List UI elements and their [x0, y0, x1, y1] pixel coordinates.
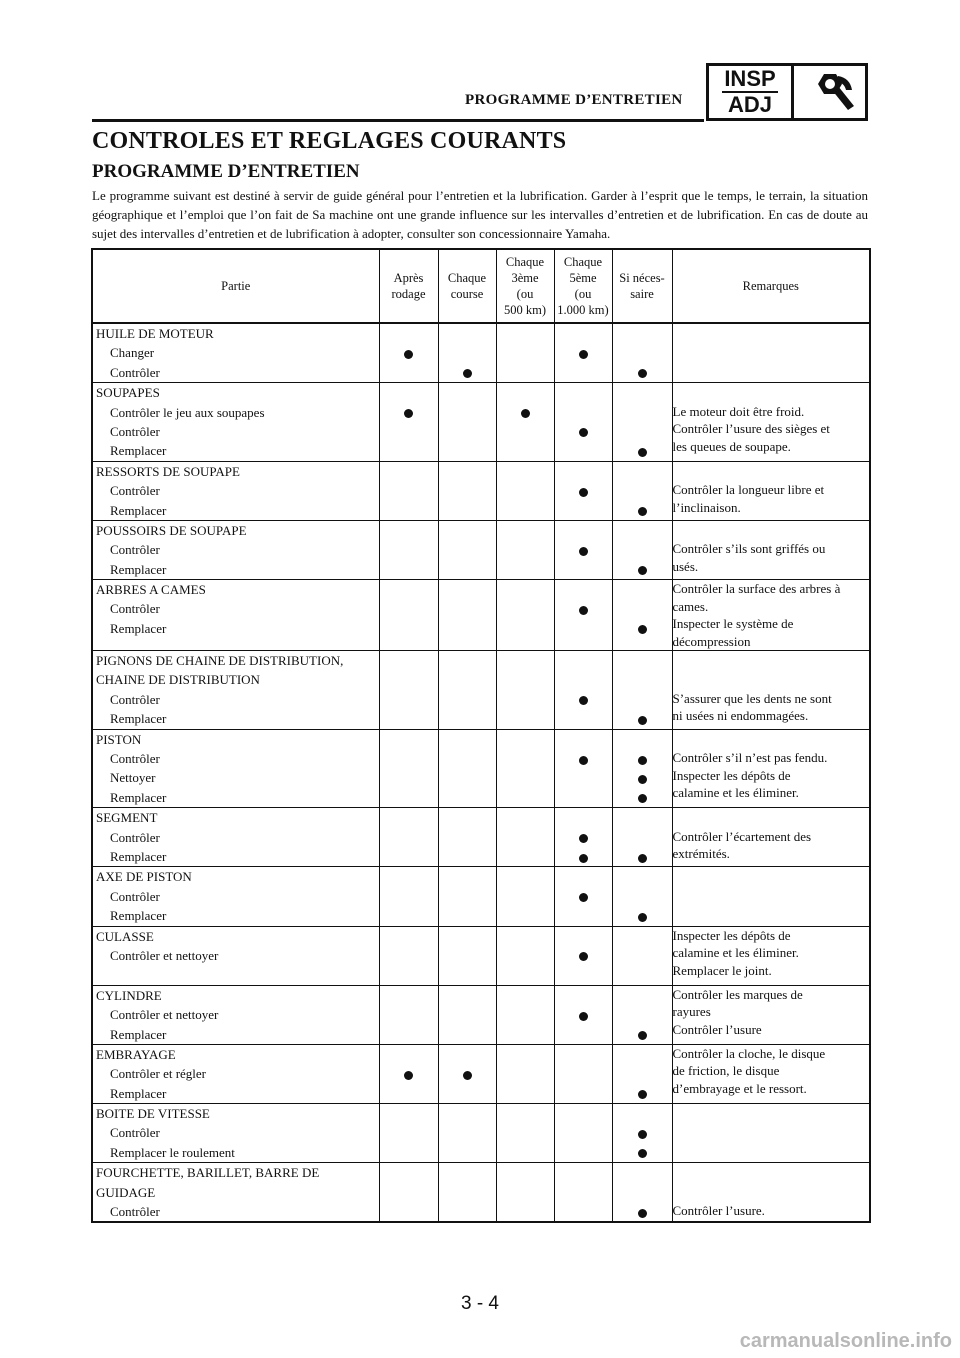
interval-cell-apres-rodage	[379, 1104, 438, 1163]
remark-line: extrémités.	[672, 846, 730, 862]
remark-line: Contrôler la surface des arbres à	[672, 581, 841, 597]
interval-cell-chaque-3eme	[496, 985, 554, 1044]
interval-cell-apres-rodage	[379, 323, 438, 383]
task-label: Changer	[110, 345, 155, 361]
remark-line: les queues de soupape.	[672, 438, 791, 454]
interval-cell-chaque-3eme	[496, 808, 554, 867]
interval-cell-apres-rodage	[379, 729, 438, 808]
remark-line: Contrôler la cloche, le disque	[672, 1045, 826, 1061]
part-cell	[92, 1044, 379, 1103]
interval-cell-chaque-course	[438, 1044, 496, 1103]
interval-cell-chaque-3eme	[496, 461, 554, 520]
part-title: GUIDAGE	[96, 1184, 156, 1200]
interval-dot	[638, 369, 647, 378]
task-label: Remplacer	[110, 789, 167, 805]
remark-line: Contrôler la longueur libre et	[672, 482, 825, 498]
table-row	[92, 520, 870, 579]
maintenance-schedule-table	[91, 248, 871, 1223]
section-heading: CONTROLES ET REGLAGES COURANTS	[92, 128, 567, 154]
interval-dot	[404, 409, 413, 418]
interval-dot	[579, 893, 588, 902]
task-label: Contrôler	[110, 601, 160, 617]
part-title: EMBRAYAGE	[96, 1046, 176, 1062]
interval-cell-si-necessaire	[612, 520, 672, 579]
table-row	[92, 1104, 870, 1163]
task-label: Contrôler	[110, 542, 160, 558]
remark-line: Contrôler l’usure.	[672, 1203, 765, 1219]
interval-cell-apres-rodage	[379, 867, 438, 926]
part-cell	[92, 729, 379, 808]
part-cell	[92, 580, 379, 651]
interval-dot	[638, 794, 647, 803]
interval-cell-si-necessaire	[612, 729, 672, 808]
interval-cell-chaque-5eme	[554, 867, 612, 926]
remark-line: décompression	[672, 633, 751, 649]
part-cell	[92, 1104, 379, 1163]
task-label: Remplacer	[110, 620, 167, 636]
task-label: Remplacer	[110, 502, 167, 518]
part-cell	[92, 926, 379, 985]
interval-cell-chaque-5eme	[554, 580, 612, 651]
part-title: BOITE DE VITESSE	[96, 1106, 210, 1122]
interval-cell-chaque-3eme	[496, 926, 554, 985]
interval-cell-chaque-5eme	[554, 926, 612, 985]
part-title: CYLINDRE	[96, 987, 162, 1003]
remark-line: Contrôler s’ils sont griffés ou	[672, 541, 826, 557]
task-label: Remplacer	[110, 1026, 167, 1042]
task-label: Contrôler et nettoyer	[110, 1007, 219, 1023]
interval-cell-chaque-3eme	[496, 580, 554, 651]
remarks-cell	[672, 383, 870, 462]
remark-line: Contrôler l’usure des sièges et	[672, 421, 830, 437]
part-title: CULASSE	[96, 928, 154, 944]
interval-cell-chaque-5eme	[554, 461, 612, 520]
interval-dot	[579, 1012, 588, 1021]
interval-cell-si-necessaire	[612, 580, 672, 651]
interval-cell-chaque-5eme	[554, 1163, 612, 1223]
part-title: ARBRES A CAMES	[96, 582, 206, 598]
remark-line: d’embrayage et le ressort.	[672, 1080, 807, 1096]
part-title: AXE DE PISTON	[96, 869, 192, 885]
interval-cell-chaque-course	[438, 1163, 496, 1223]
interval-cell-apres-rodage	[379, 651, 438, 730]
interval-dot	[638, 1130, 647, 1139]
task-label: Contrôler	[110, 423, 160, 439]
section-subheading: PROGRAMME D’ENTRETIEN	[92, 161, 360, 182]
interval-dot	[638, 566, 647, 575]
interval-dot	[638, 756, 647, 765]
interval-dot	[638, 1209, 647, 1218]
interval-cell-chaque-3eme	[496, 729, 554, 808]
interval-cell-chaque-course	[438, 323, 496, 383]
remarks-cell	[672, 520, 870, 579]
task-label: Remplacer	[110, 561, 167, 577]
interval-cell-chaque-5eme	[554, 985, 612, 1044]
header-rule	[92, 119, 704, 122]
interval-dot	[638, 625, 647, 634]
remark-line: ni usées ni endommagées.	[672, 708, 809, 724]
interval-cell-chaque-3eme	[496, 323, 554, 383]
wrench-icon	[794, 66, 865, 118]
table-row	[92, 1163, 870, 1223]
interval-dot	[579, 488, 588, 497]
remark-line: Contrôler l’usure	[672, 1021, 762, 1037]
interval-cell-apres-rodage	[379, 461, 438, 520]
interval-dot	[638, 1090, 647, 1099]
interval-cell-chaque-3eme	[496, 520, 554, 579]
remark-line: l’inclinaison.	[672, 499, 741, 515]
insp-adj-badge	[706, 63, 868, 121]
table-row	[92, 729, 870, 808]
task-label: Contrôler	[110, 1125, 160, 1141]
interval-cell-si-necessaire	[612, 1104, 672, 1163]
task-label: Remplacer	[110, 1085, 167, 1101]
interval-dot	[638, 1031, 647, 1040]
interval-cell-chaque-course	[438, 867, 496, 926]
interval-cell-chaque-5eme	[554, 520, 612, 579]
page-number: 3 - 4	[460, 1293, 500, 1314]
remarks-cell	[672, 651, 870, 730]
interval-dot	[579, 428, 588, 437]
interval-cell-si-necessaire	[612, 461, 672, 520]
col-header-chaque-5eme: Chaque 5ème (ou 1.000 km)	[554, 249, 612, 323]
part-cell	[92, 520, 379, 579]
remarks-cell	[672, 926, 870, 985]
interval-dot	[404, 1071, 413, 1080]
task-label: Contrôler	[110, 751, 160, 767]
interval-dot	[579, 834, 588, 843]
interval-cell-si-necessaire	[612, 383, 672, 462]
interval-cell-apres-rodage	[379, 808, 438, 867]
part-title: CHAINE DE DISTRIBUTION	[96, 672, 260, 688]
part-title: PIGNONS DE CHAINE DE DISTRIBUTION,	[96, 653, 344, 669]
table-header-row	[92, 249, 870, 323]
interval-cell-chaque-course	[438, 729, 496, 808]
interval-cell-chaque-3eme	[496, 383, 554, 462]
interval-cell-si-necessaire	[612, 867, 672, 926]
remarks-cell	[672, 323, 870, 383]
interval-dot	[521, 409, 530, 418]
interval-cell-chaque-3eme	[496, 651, 554, 730]
interval-cell-si-necessaire	[612, 323, 672, 383]
remark-line: calamine et les éliminer.	[672, 945, 799, 961]
interval-cell-chaque-course	[438, 926, 496, 985]
interval-dot	[579, 952, 588, 961]
remark-line: de friction, le disque	[672, 1063, 780, 1079]
remarks-cell	[672, 867, 870, 926]
part-title: FOURCHETTE, BARILLET, BARRE DE	[96, 1165, 320, 1181]
part-cell	[92, 808, 379, 867]
remark-line: Inspecter les dépôts de	[672, 767, 791, 783]
part-cell	[92, 461, 379, 520]
task-label: Contrôler et nettoyer	[110, 947, 219, 963]
badge-top-label: INSP	[724, 66, 776, 91]
interval-cell-chaque-course	[438, 1104, 496, 1163]
interval-dot	[638, 913, 647, 922]
interval-dot	[579, 547, 588, 556]
col-header-apres-rodage: Après rodage	[379, 249, 438, 323]
task-label: Contrôler	[110, 888, 160, 904]
part-title: SEGMENT	[96, 810, 158, 826]
interval-cell-chaque-course	[438, 580, 496, 651]
table-row	[92, 461, 870, 520]
task-label: Contrôler	[110, 1204, 160, 1220]
interval-cell-chaque-course	[438, 985, 496, 1044]
task-label: Contrôler et régler	[110, 1066, 207, 1082]
interval-cell-chaque-course	[438, 808, 496, 867]
badge-bottom-label: ADJ	[727, 92, 772, 117]
interval-cell-chaque-3eme	[496, 867, 554, 926]
remark-line: Contrôler les marques de	[672, 986, 803, 1002]
interval-cell-si-necessaire	[612, 808, 672, 867]
task-label: Nettoyer	[110, 770, 156, 786]
table-row	[92, 651, 870, 730]
table-row	[92, 323, 870, 383]
interval-dot	[579, 756, 588, 765]
table-row	[92, 808, 870, 867]
task-label: Remplacer	[110, 908, 167, 924]
table-row	[92, 926, 870, 985]
interval-dot	[638, 854, 647, 863]
task-label: Contrôler	[110, 829, 160, 845]
part-cell	[92, 651, 379, 730]
interval-cell-chaque-5eme	[554, 323, 612, 383]
table-row	[92, 867, 870, 926]
remark-line: Inspecter les dépôts de	[672, 927, 791, 943]
remarks-cell	[672, 1163, 870, 1223]
interval-dot	[463, 1071, 472, 1080]
task-label: Remplacer	[110, 711, 167, 727]
remark-line: Inspecter le système de	[672, 616, 794, 632]
interval-cell-chaque-course	[438, 651, 496, 730]
interval-dot	[638, 507, 647, 516]
watermark: carmanualsonline.info	[739, 1330, 952, 1352]
interval-cell-apres-rodage	[379, 383, 438, 462]
interval-cell-si-necessaire	[612, 985, 672, 1044]
interval-cell-chaque-5eme	[554, 1104, 612, 1163]
remarks-cell	[672, 461, 870, 520]
interval-cell-chaque-5eme	[554, 808, 612, 867]
badge-text	[709, 66, 794, 118]
interval-dot	[579, 606, 588, 615]
remarks-cell	[672, 1044, 870, 1103]
interval-cell-chaque-course	[438, 461, 496, 520]
interval-cell-chaque-5eme	[554, 729, 612, 808]
interval-cell-apres-rodage	[379, 1163, 438, 1223]
remark-line: rayures	[672, 1004, 711, 1020]
col-header-si-necessaire: Si néces- saire	[612, 249, 672, 323]
interval-cell-chaque-5eme	[554, 1044, 612, 1103]
part-title: SOUPAPES	[96, 385, 160, 401]
interval-cell-chaque-course	[438, 383, 496, 462]
part-cell	[92, 867, 379, 926]
interval-cell-apres-rodage	[379, 580, 438, 651]
remarks-cell	[672, 729, 870, 808]
task-label: Contrôler	[110, 364, 160, 380]
interval-cell-apres-rodage	[379, 926, 438, 985]
table-row	[92, 580, 870, 651]
interval-dot	[579, 696, 588, 705]
interval-cell-chaque-3eme	[496, 1104, 554, 1163]
interval-dot	[579, 350, 588, 359]
table-row	[92, 985, 870, 1044]
col-header-remarques: Remarques	[672, 249, 870, 323]
interval-dot	[638, 448, 647, 457]
task-label: Remplacer	[110, 443, 167, 459]
task-label: Contrôler	[110, 483, 160, 499]
interval-dot	[638, 1149, 647, 1158]
interval-cell-chaque-5eme	[554, 383, 612, 462]
task-label: Remplacer	[110, 848, 167, 864]
remarks-cell	[672, 808, 870, 867]
remark-line: calamine et les éliminer.	[672, 785, 799, 801]
interval-cell-si-necessaire	[612, 926, 672, 985]
intro-paragraph: Le programme suivant est destiné à servir de guide général pour l’entretien et la lubrification. Garder à l’esprit que le temps, le terrain, la situation géographique et l’emploi que l’on fait de Sa machine ont une grande influence sur les intervalles d’entretien et de lubrification. En cas de doute au sujet des intervalles d’entretien et de lubrification à adopter, consulter son concessionnaire Yamaha.	[92, 188, 868, 241]
part-cell	[92, 985, 379, 1044]
col-header-chaque-3eme: Chaque 3ème (ou 500 km)	[496, 249, 554, 323]
task-label: Contrôler	[110, 691, 160, 707]
remark-line: cames.	[672, 598, 709, 614]
col-header-partie: Partie	[92, 249, 379, 323]
interval-cell-si-necessaire	[612, 651, 672, 730]
task-label: Contrôler le jeu aux soupapes	[110, 404, 265, 420]
remark-line: Contrôler l’écartement des	[672, 828, 812, 844]
part-title: PISTON	[96, 731, 142, 747]
interval-cell-si-necessaire	[612, 1044, 672, 1103]
interval-dot	[404, 350, 413, 359]
interval-cell-apres-rodage	[379, 985, 438, 1044]
col-header-chaque-course: Chaque course	[438, 249, 496, 323]
interval-dot	[638, 775, 647, 784]
remarks-cell	[672, 580, 870, 651]
interval-cell-chaque-5eme	[554, 651, 612, 730]
interval-cell-chaque-3eme	[496, 1044, 554, 1103]
interval-cell-chaque-3eme	[496, 1163, 554, 1223]
interval-dot	[463, 369, 472, 378]
interval-cell-apres-rodage	[379, 1044, 438, 1103]
remarks-cell	[672, 985, 870, 1044]
part-title: RESSORTS DE SOUPAPE	[96, 463, 240, 479]
interval-cell-chaque-course	[438, 520, 496, 579]
remarks-cell	[672, 1104, 870, 1163]
task-label: Remplacer le roulement	[110, 1144, 235, 1160]
part-title: HUILE DE MOTEUR	[96, 326, 214, 341]
interval-dot	[638, 716, 647, 725]
interval-cell-si-necessaire	[612, 1163, 672, 1223]
interval-dot	[579, 854, 588, 863]
part-cell	[92, 1163, 379, 1223]
table-row	[92, 383, 870, 462]
remark-line: Remplacer le joint.	[672, 962, 772, 978]
table-row	[92, 1044, 870, 1103]
remark-line: usés.	[672, 558, 699, 574]
remark-line: Le moteur doit être froid.	[672, 403, 805, 419]
running-header: PROGRAMME D’ENTRETIEN	[465, 92, 683, 108]
part-cell	[92, 323, 379, 383]
part-title: POUSSOIRS DE SOUPAPE	[96, 522, 247, 538]
part-cell	[92, 383, 379, 462]
remark-line: S’assurer que les dents ne sont	[672, 690, 832, 706]
remark-line: Contrôler s’il n’est pas fendu.	[672, 750, 828, 766]
interval-cell-apres-rodage	[379, 520, 438, 579]
